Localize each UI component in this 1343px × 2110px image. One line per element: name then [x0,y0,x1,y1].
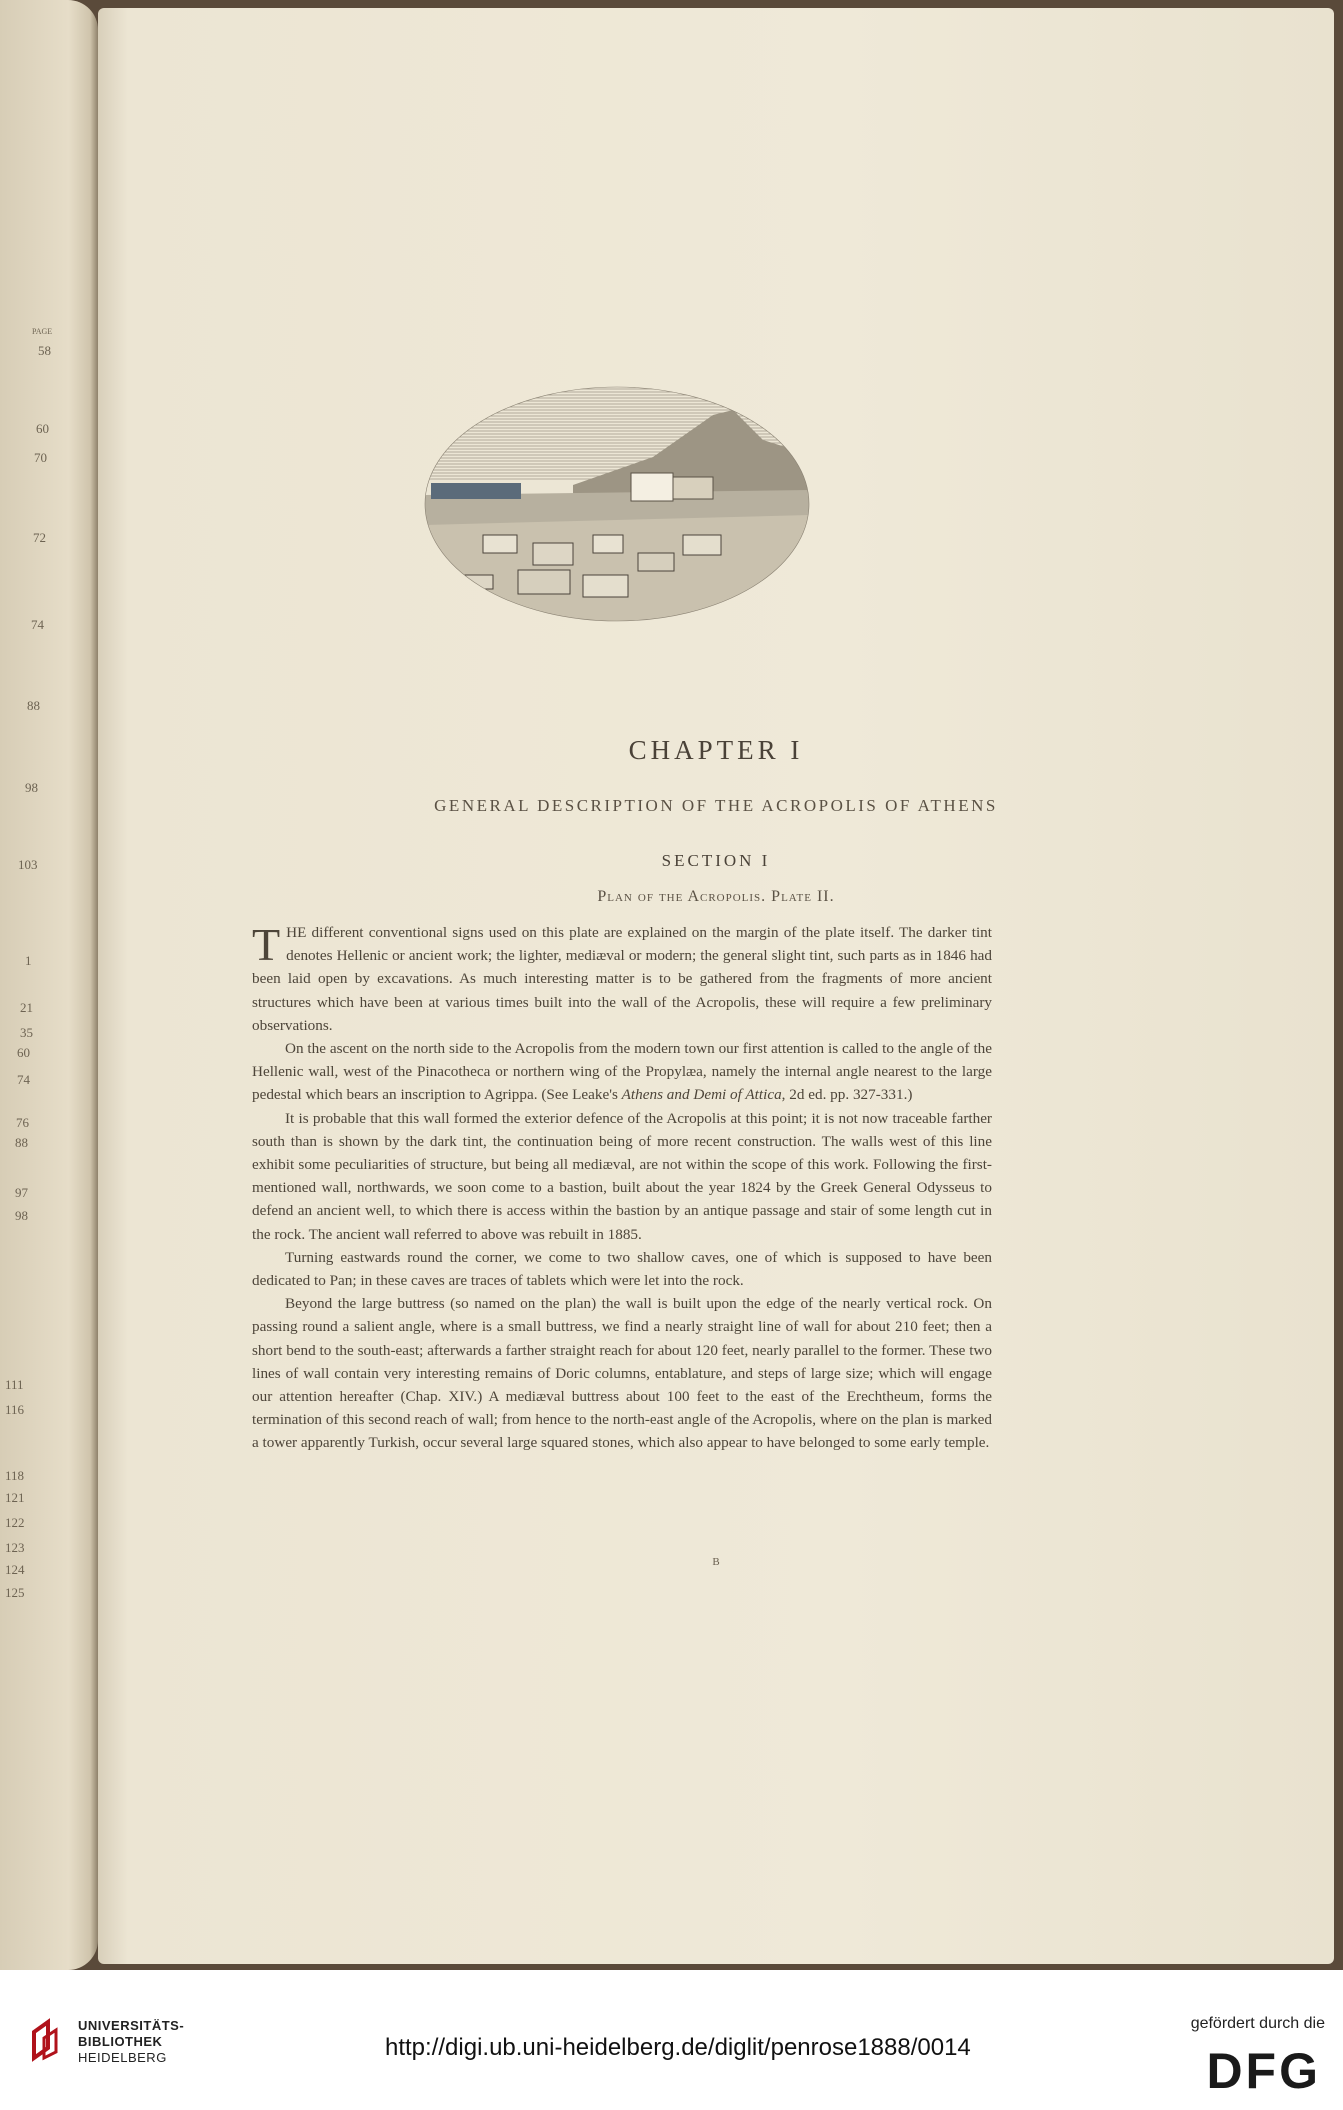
margin-number: 125 [5,1585,25,1600]
body-text [252,921,992,1455]
paragraph-text: HE different conventional signs used on this plate are explained on the margin of the plate itself. The darker tint denotes Hellenic or ancient work; the lighter, mediæval or modern; the general slight tint, such parts as in 1846 had been laid open by excavations. As much interesting matter is to be gathered from the fragments of more ancient structures which have been at various times built into the wall of the Acropolis, these will require a few preliminary observations. [252,924,992,1034]
margin-page-label: PAGE [32,327,53,336]
drop-cap: T [252,919,281,970]
library-name-line-2: BIBLIOTHEK [78,2034,163,2049]
funded-by-text: gefördert durch die [1190,2015,1325,2032]
margin-number: 124 [5,1562,25,1577]
paragraph [252,1037,992,1107]
section-title: SECTION I [661,851,771,870]
book-title: Athens and Demi of Attica [621,1086,782,1104]
margin-number: 98 [15,1208,28,1223]
margin-number: 74 [31,617,44,632]
margin-number: 97 [15,1185,28,1200]
library-name-line-1: UNIVERSITÄTS- [78,2018,185,2033]
margin-number: 58 [38,343,51,358]
margin-number: 88 [15,1135,28,1150]
margin-number: 76 [16,1115,29,1130]
margin-number: 74 [17,1072,30,1087]
margin-number: 103 [18,857,38,872]
paragraph: It is probable that this wall formed the exterior defence of the Acropolis at this point; it is not now traceable farther south than is shown by the dark tint, the continuation being of more recent construction. The walls west of this line exhibit some peculiarities of structure, but being all mediæval, are not within the scope of this work. Following the first-mentioned wall, northwards, we soon come to a bastion, built about the year 1824 by the Greek General Odysseus to defend an ancient well, to which there is access within the bastion by an antique passage and stair of some length cut in the rock. The ancient wall referred to above was rebuilt in 1885. [252,1109,992,1243]
margin-number: 60 [36,421,49,436]
margin-number: 21 [20,1000,33,1015]
margin-number: 98 [25,780,38,795]
dfg-logo: DFG [1206,2043,1321,2099]
margin-number: 118 [5,1468,25,1483]
margin-number: 72 [33,530,46,545]
margin-number: 121 [5,1490,25,1505]
paragraph [252,921,992,1037]
margin-number: 60 [17,1045,30,1060]
previous-page-edge [0,0,98,1970]
margin-number: 1 [25,953,32,968]
paragraph-text: On the ascent on the north side to the Acropolis from the modern town our first attention is called to the angle of the Hellenic wall, west of the Pinacotheca or northern wing of the Propylæa, namely the internal angle nearest to the large pedestal which bears an inscription to Agrippa. (See Leake's [252,1040,992,1104]
margin-number: 116 [5,1402,25,1417]
paragraph: Beyond the large buttress (so named on the plan) the wall is built upon the edge of the nearly vertical rock. On passing round a salient angle, where is a small buttress, we find a nearly straight line of wall for about 210 feet; then a short bend to the south-east; afterwards a farther straight reach for about 120 feet, nearly parallel to the former. These two lines of wall contain very interesting remains of Doric columns, entablature, and steps of large size; which will engage our attention hereafter (Chap. XIV.) A mediæval buttress about 100 feet to the east of the Erechtheum, forms the termination of this second reach of wall; from hence to the north-east angle of the Acropolis, where on the plan is marked a tower apparently Turkish, occur several large squared stones, which also appear to have belonged to some early temple. [252,1295,992,1452]
margin-number: 123 [5,1540,25,1555]
margin-number: 70 [34,450,47,465]
signature-mark: B [712,1556,720,1568]
source-url-link[interactable]: http://digi.ub.uni-heidelberg.de/diglit/penrose1888/0014 [385,2034,971,2061]
acropolis-vignette-engraving [423,385,811,623]
margin-number: 88 [27,698,40,713]
plan-caption: Plan of the Acropolis. Plate II. [597,888,835,905]
paragraph: Turning eastwards round the corner, we come to two shallow caves, one of which is supposed to have been dedicated to Pan; in these caves are traces of tablets which were let into the rock. [252,1248,992,1290]
library-logo-icon [30,2018,70,2062]
library-name-line-3: HEIDELBERG [78,2050,167,2065]
chapter-subtitle: GENERAL DESCRIPTION OF THE ACROPOLIS OF ATHENS [434,796,998,815]
margin-number: 111 [5,1377,24,1392]
chapter-title: CHAPTER I [628,735,804,765]
paragraph-text: , 2d ed. pp. 327-331.) [781,1086,913,1104]
margin-number: 122 [5,1515,25,1530]
margin-number: 35 [20,1025,33,1040]
